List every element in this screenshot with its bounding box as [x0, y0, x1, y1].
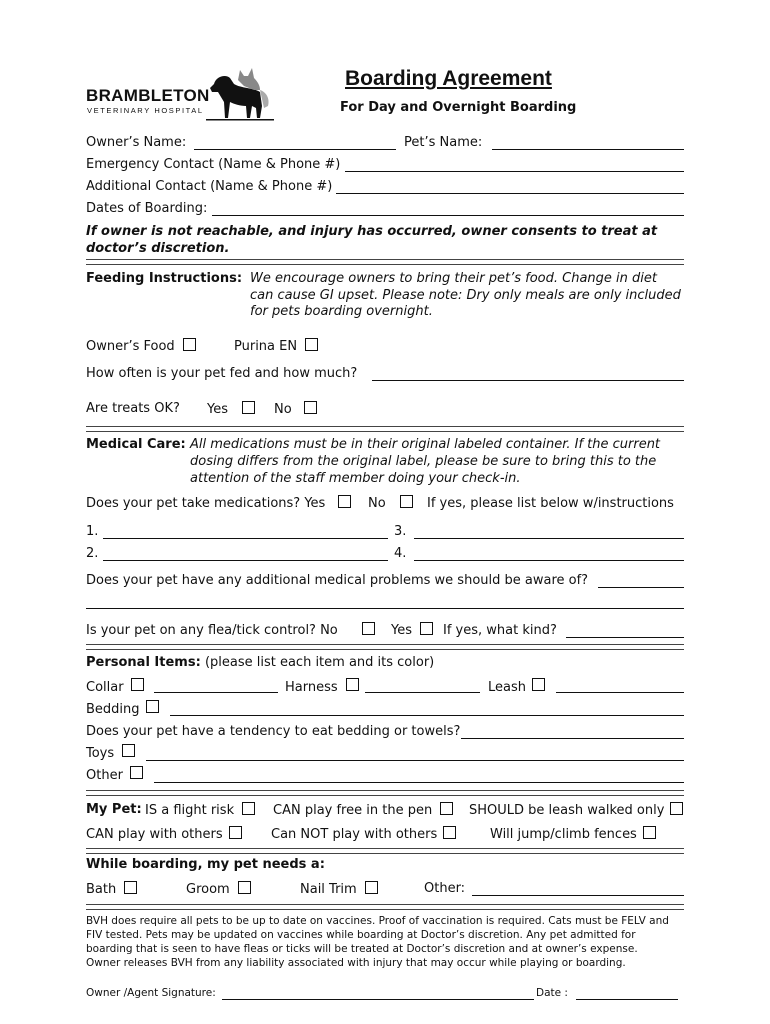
disclaimer-line: boarding that is seen to have fleas or ticks will be treated at Doctor’s discretion and at owner’s expense. — [86, 943, 638, 955]
date-label: Date : — [536, 987, 568, 999]
medical-note-line: dosing differs from the original label, please be sure to bring this to the — [190, 454, 657, 469]
medication-number: 4. — [394, 546, 407, 561]
page-subtitle: For Day and Overnight Boarding — [340, 100, 577, 115]
logo — [86, 62, 276, 124]
flea-tick-kind-field[interactable] — [566, 637, 684, 638]
medication-4-field[interactable] — [414, 560, 684, 561]
flea-tick-no-checkbox[interactable] — [362, 622, 375, 635]
medications-question: Does your pet take medications? Yes — [86, 496, 326, 511]
flea-tick-kind-label: If yes, what kind? — [443, 623, 557, 638]
toys-label: Toys — [86, 746, 115, 761]
not-play-option[interactable] — [271, 826, 456, 842]
other-items-field[interactable] — [154, 782, 684, 783]
divider — [86, 426, 684, 432]
flea-tick-yes-checkbox[interactable] — [420, 622, 433, 635]
medication-1-field[interactable] — [103, 538, 388, 539]
divider — [86, 259, 684, 265]
purina-label: Purina EN — [234, 339, 298, 354]
dog-cat-silhouette-icon — [204, 62, 276, 122]
additional-medical-field-2[interactable] — [86, 608, 684, 609]
logo-name: BRAMBLETON — [86, 86, 210, 105]
owners-food-checkbox[interactable] — [183, 338, 196, 351]
disclaimer-line: FIV tested. Pets may be updated on vaccines while boarding at Doctor’s discretion. Any pet admitted for — [86, 929, 636, 941]
collar-label: Collar — [86, 680, 124, 695]
flight-risk-option[interactable] — [145, 802, 255, 818]
page-title: Boarding Agreement — [345, 67, 552, 90]
harness-label: Harness — [285, 680, 338, 695]
divider — [86, 848, 684, 854]
medical-heading: Medical Care: — [86, 437, 186, 452]
play-others-option[interactable] — [86, 826, 242, 842]
feeding-note-line: We encourage owners to bring their pet’s food. Change in diet — [250, 271, 657, 286]
owners-food-label: Owner’s Food — [86, 339, 175, 354]
flight-risk-label: IS a flight risk — [145, 803, 235, 818]
purina-checkbox[interactable] — [305, 338, 318, 351]
date-field[interactable] — [576, 999, 678, 1000]
additional-contact-field[interactable] — [336, 193, 684, 194]
personal-items-title: Personal Items: — [86, 655, 201, 670]
bath-option[interactable] — [86, 881, 137, 897]
personal-items-heading — [86, 655, 434, 670]
leash-walked-label: SHOULD be leash walked only — [469, 803, 665, 818]
pet-name-label: Pet’s Name: — [404, 135, 483, 150]
toys-checkbox[interactable] — [122, 744, 135, 757]
medication-number: 1. — [86, 524, 99, 539]
flea-tick-yes-label: Yes — [391, 623, 412, 638]
yes-label: Yes — [207, 402, 228, 417]
bedding-checkbox[interactable] — [146, 700, 159, 713]
bedding-field[interactable] — [170, 715, 684, 716]
nail-trim-label: Nail Trim — [300, 882, 357, 897]
harness-checkbox[interactable] — [346, 678, 359, 691]
medication-2-field[interactable] — [103, 560, 388, 561]
emergency-contact-label: Emergency Contact (Name & Phone #) — [86, 157, 341, 172]
treats-no-checkbox[interactable] — [304, 401, 317, 414]
medications-no-checkbox[interactable] — [400, 495, 413, 508]
additional-medical-field[interactable] — [598, 587, 684, 588]
flea-tick-question: Is your pet on any flea/tick control? No — [86, 623, 338, 638]
collar-checkbox[interactable] — [131, 678, 144, 691]
medical-note-line: attention of the staff member doing your check-in. — [190, 471, 521, 486]
not-play-checkbox[interactable] — [443, 826, 456, 839]
disclaimer-line: BVH does require all pets to be up to date on vaccines. Proof of vaccination is required. Cats must be FELV and — [86, 915, 669, 927]
divider — [86, 644, 684, 650]
play-free-checkbox[interactable] — [440, 802, 453, 815]
medication-number: 3. — [394, 524, 407, 539]
eat-bedding-field[interactable] — [461, 738, 684, 739]
collar-field[interactable] — [154, 692, 278, 693]
feeding-note-line: can cause GI upset. Please note: Dry only meals are only included — [250, 288, 681, 303]
consent-statement: If owner is not reachable, and injury has occurred, owner consents to treat at doctor’s discretion. — [86, 224, 658, 256]
bedding-label: Bedding — [86, 702, 140, 717]
feeding-heading: Feeding Instructions: — [86, 271, 243, 286]
logo-subtitle: VETERINARY HOSPITAL — [87, 106, 204, 115]
other-service-field[interactable] — [472, 895, 684, 896]
play-others-label: CAN play with others — [86, 827, 223, 842]
signature-label: Owner /Agent Signature: — [86, 987, 216, 999]
bath-label: Bath — [86, 882, 117, 897]
flight-risk-checkbox[interactable] — [242, 802, 255, 815]
medication-3-field[interactable] — [414, 538, 684, 539]
treats-no-option[interactable] — [274, 401, 317, 417]
leash-field[interactable] — [556, 692, 684, 693]
pet-name-field[interactable] — [492, 149, 684, 150]
no-label: No — [274, 402, 292, 417]
other-items-label: Other — [86, 768, 123, 783]
treats-yes-option[interactable] — [207, 401, 255, 417]
leash-walked-checkbox[interactable] — [670, 802, 683, 815]
feeding-frequency-field[interactable] — [372, 380, 684, 381]
jump-label: Will jump/climb fences — [490, 827, 637, 842]
signature-field[interactable] — [222, 999, 534, 1000]
emergency-contact-field[interactable] — [345, 171, 684, 172]
groom-checkbox[interactable] — [238, 881, 251, 894]
medication-number: 2. — [86, 546, 99, 561]
leash-walked-option[interactable] — [469, 802, 683, 818]
toys-field[interactable] — [146, 760, 684, 761]
additional-contact-label: Additional Contact (Name & Phone #) — [86, 179, 333, 194]
nail-trim-option[interactable] — [300, 881, 378, 897]
owner-name-field[interactable] — [194, 149, 396, 150]
play-free-label: CAN play free in the pen — [273, 803, 433, 818]
treats-yes-checkbox[interactable] — [242, 401, 255, 414]
feeding-note-line: for pets boarding overnight. — [250, 304, 433, 319]
dates-of-boarding-field[interactable] — [212, 215, 684, 216]
treats-label: Are treats OK? — [86, 401, 180, 416]
owners-food-option[interactable] — [86, 338, 196, 354]
medications-no-label: No — [368, 496, 386, 511]
groom-option[interactable] — [186, 881, 251, 897]
bath-checkbox[interactable] — [124, 881, 137, 894]
play-others-checkbox[interactable] — [229, 826, 242, 839]
boarding-needs-heading: While boarding, my pet needs a: — [86, 857, 325, 872]
disclaimer-line: Owner releases BVH from any liability associated with injury that may occur while playing or boarding. — [86, 957, 626, 969]
divider — [86, 904, 684, 910]
medical-note-line: All medications must be in their original labeled container. If the current — [190, 437, 661, 452]
nail-trim-checkbox[interactable] — [365, 881, 378, 894]
leash-label: Leash — [488, 680, 526, 695]
play-free-option[interactable] — [273, 802, 453, 818]
additional-medical-question: Does your pet have any additional medical problems we should be aware of? — [86, 573, 589, 588]
my-pet-heading: My Pet: — [86, 802, 142, 817]
medications-instructions-label: If yes, please list below w/instructions — [427, 496, 674, 511]
owner-name-label: Owner’s Name: — [86, 135, 187, 150]
feeding-frequency-label: How often is your pet fed and how much? — [86, 366, 358, 381]
disclaimer — [86, 914, 686, 970]
harness-field[interactable] — [365, 692, 480, 693]
jump-checkbox[interactable] — [643, 826, 656, 839]
dates-of-boarding-label: Dates of Boarding: — [86, 201, 208, 216]
purina-option[interactable] — [234, 338, 318, 354]
divider — [86, 790, 684, 796]
other-service-label: Other: — [424, 881, 466, 896]
leash-checkbox[interactable] — [532, 678, 545, 691]
groom-label: Groom — [186, 882, 230, 897]
eat-bedding-question: Does your pet have a tendency to eat bedding or towels? — [86, 724, 461, 739]
other-items-checkbox[interactable] — [130, 766, 143, 779]
medications-yes-checkbox[interactable] — [338, 495, 351, 508]
jump-option[interactable] — [490, 826, 656, 842]
not-play-label: Can NOT play with others — [271, 827, 438, 842]
personal-items-note: (please list each item and its color) — [204, 655, 435, 670]
